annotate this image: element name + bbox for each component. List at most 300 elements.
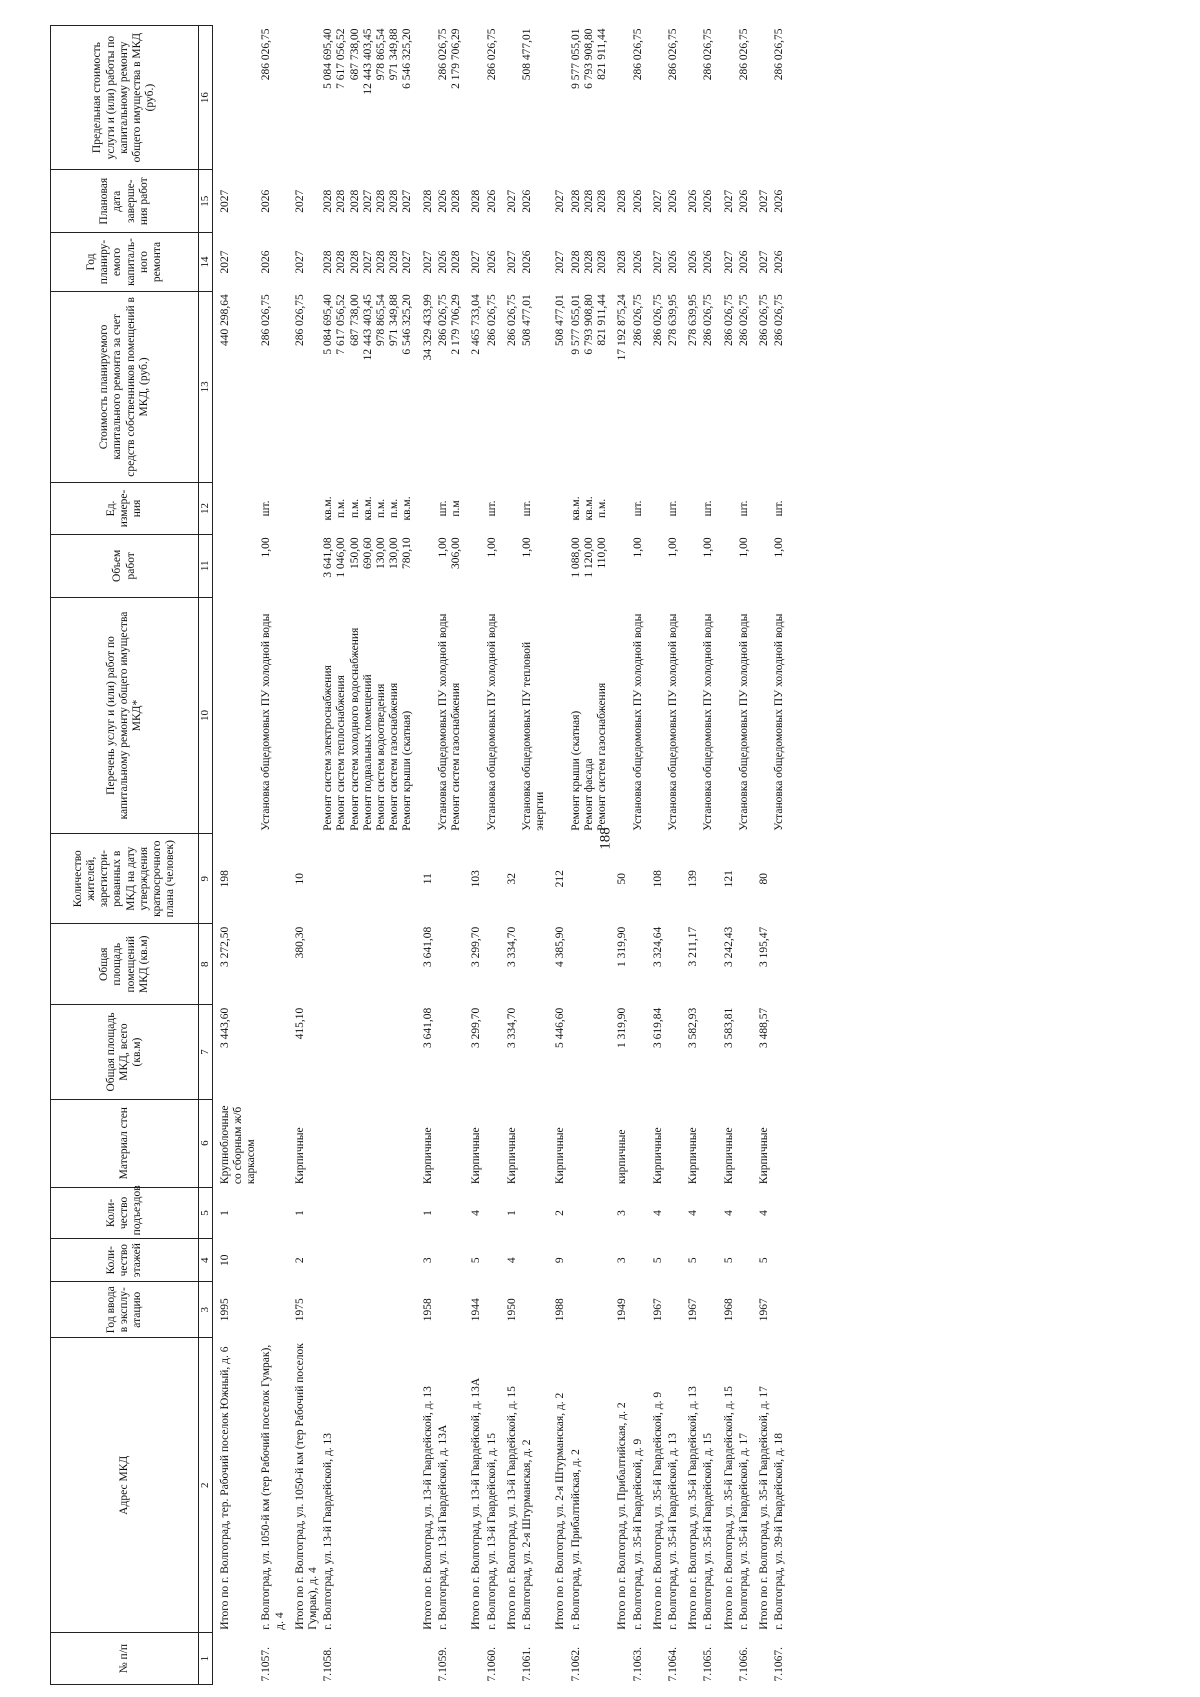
residents-cell: 139 [687,870,700,888]
plan-year: 2026 [260,250,273,274]
plan-year-cell [666,233,681,292]
floors-cell: 4 [505,1257,518,1264]
total-area-cell: 3 641,08 [421,1007,434,1048]
table-row [288,26,321,1685]
limit-cost [616,29,629,167]
address-cell: г. Волгоград, ул. 2-я Штурманская, д. 2 [521,1439,534,1630]
residents-cell: 11 [421,873,434,885]
volume-cell [485,534,500,597]
volume [219,537,232,594]
wall-material-cell [485,1099,500,1187]
unit-cell [464,483,484,535]
limit-cost-cell [464,26,484,170]
entrances-cell [569,1187,611,1239]
residents-cell: 103 [470,870,483,888]
floors-cell: 2 [293,1257,306,1264]
work-item-cell [701,597,716,833]
table-row [321,26,416,1685]
table-row [701,26,716,1685]
end-date: 2027 [722,189,735,213]
limit-cost: 286 026,75 [631,28,644,81]
residents-cell: 50 [616,872,629,885]
cost: 6 546 325,20 [401,294,414,355]
work-item [422,600,435,830]
plan-year: 2028 [375,250,388,274]
work-item-cell [717,597,737,833]
column-number: 15 [199,170,213,233]
work-item [758,600,771,830]
unit [470,486,483,532]
cost: 687 738,00 [348,294,361,346]
total-area-cell [772,1005,787,1100]
residents-cell [666,834,681,924]
end-date: 2026 [521,189,534,213]
entrances-cell [737,1187,752,1239]
work-item-cell [259,597,287,833]
cost: 12 443 403,45 [361,294,374,361]
header-column-numbers [199,26,213,1685]
address-cell: г. Волгоград, ул. 35-й Гвардейской, д. 13 [666,1432,679,1630]
floors-cell [737,1239,752,1282]
work-item: Ремонт крыши (скатная) [569,710,582,831]
page-number: 188 [597,827,614,850]
limit-cost: 286 026,75 [260,28,273,81]
cost: 286 026,75 [260,294,273,346]
total-area-cell: 3 582,93 [687,1007,700,1048]
address-cell: Итого по г. Волгоград, ул. 2-я Штурманская, д. 2 [554,1392,567,1630]
volume-cell [259,534,287,597]
unit [616,486,629,532]
unit [554,486,567,532]
cost: 286 026,75 [436,294,449,346]
plan-year-cell [772,233,787,292]
floors-cell: 3 [421,1257,434,1264]
cost: 286 026,75 [293,294,306,346]
limit-cost: 286 026,75 [436,28,449,81]
volume-cell [701,534,716,597]
cost-cell [436,291,464,482]
limit-cost-cell [500,26,520,170]
floors-cell [666,1239,681,1282]
end-date: 2028 [388,189,401,213]
work-item [294,600,307,830]
address-cell: Итого по г. Волгоград, ул. 35-й Гвардейской, д. 15 [722,1386,735,1630]
volume [506,537,519,594]
unit [219,486,232,532]
unit: кв.м. [361,496,374,521]
limit-cost-cell [520,26,548,170]
total-area-cell [701,1005,716,1100]
work-item-cell [485,597,500,833]
work-item-cell [646,597,666,833]
table-row [436,26,464,1685]
work-item: Ремонт систем газоснабжения [388,682,401,831]
residents-cell [321,834,416,924]
work-item-cell [464,597,484,833]
entrances-cell [436,1187,464,1239]
work-item-cell [288,597,321,833]
plan-year-cell [646,233,666,292]
end-date-cell [701,170,716,233]
limit-cost-cell [631,26,646,170]
cost: 971 349,88 [388,294,401,346]
cost-cell [752,291,772,482]
wall-material-cell [321,1099,416,1187]
total-area-cell: 415,10 [293,1007,306,1040]
plan-year: 2028 [388,250,401,274]
entrances-cell: 1 [293,1210,306,1216]
residents-cell [631,834,646,924]
plan-year-cell [569,233,611,292]
cost: 34 329 433,99 [421,294,434,361]
rooms-area-cell: 3 195,47 [758,926,771,967]
end-date-cell [500,170,520,233]
row-number-cell [416,1633,436,1685]
floors-cell [259,1239,287,1282]
unit-cell [681,483,701,535]
end-date: 2028 [616,189,629,213]
total-area-cell: 3 488,57 [758,1007,771,1048]
end-date: 2027 [758,189,771,213]
volume: 1,00 [666,537,679,558]
plan-year: 2026 [631,250,644,274]
work-item: Ремонт систем электроснабжения [322,665,335,831]
work-item: Установка общедомовых ПУ холодной воды [702,613,715,831]
work-item [554,600,567,830]
cost: 286 026,75 [737,294,750,346]
work-item: Ремонт фасада [582,758,595,831]
header-end-date: Плановая дата заверше-ния работ [51,170,199,233]
commission-year-cell: 1995 [218,1298,231,1322]
total-area-cell: 3 583,81 [722,1007,735,1048]
table-row [212,26,259,1685]
commission-year-cell: 1967 [651,1298,664,1322]
address-cell: Итого по г. Волгоград, ул. 13-й Гвардейской, д. 13А [470,1377,483,1630]
commission-year-cell [569,1282,611,1338]
end-date: 2027 [218,189,231,213]
row-number-cell: 7.1064. [666,1647,679,1682]
cost-cell [259,291,287,482]
limit-cost [758,29,771,167]
floors-cell: 5 [758,1257,771,1264]
table-row [485,26,500,1685]
table-body [212,26,787,1685]
unit-cell [321,483,416,535]
plan-year-cell [416,233,436,292]
total-area-cell: 3 334,70 [505,1007,518,1048]
plan-year: 2028 [450,250,463,274]
volume [652,537,665,594]
unit [723,486,736,532]
end-date: 2026 [687,189,700,213]
cost: 286 026,75 [631,294,644,346]
column-number: 5 [199,1187,213,1239]
limit-cost-cell [681,26,701,170]
end-date: 2028 [322,189,335,213]
volume: 1,00 [436,537,449,558]
limit-cost: 286 026,75 [485,28,498,81]
cost: 286 026,75 [485,294,498,346]
work-item [652,600,665,830]
column-number: 14 [199,233,213,292]
plan-year: 2026 [666,250,679,274]
rooms-area-cell [666,924,681,1005]
cost: 278 639,95 [687,294,700,346]
wall-material-cell: кирпичные [616,1129,629,1185]
unit: п.м [450,500,463,517]
work-item-cell [610,597,630,833]
table-row [500,26,520,1685]
work-item-cell [569,597,611,833]
plan-year-cell [485,233,500,292]
plan-year-cell [321,233,416,292]
entrances-cell [772,1187,787,1239]
work-item-cell [737,597,752,833]
address-cell: Итого по г. Волгоград, ул. 35-й Гвардейской, д. 17 [758,1386,771,1630]
limit-cost: 971 349,88 [388,28,401,81]
cost-cell [666,291,681,482]
table-row [464,26,484,1685]
row-number-cell [610,1633,630,1685]
entrances-cell [321,1187,416,1239]
rooms-area-cell [436,924,464,1005]
volume-cell [548,534,568,597]
cost: 286 026,75 [702,294,715,346]
cost: 286 026,75 [722,294,735,346]
limit-cost-cell [752,26,772,170]
limit-cost [687,29,700,167]
residents-cell [701,834,716,924]
column-number: 11 [199,534,213,597]
end-date-cell [259,170,287,233]
rooms-area-cell [631,924,646,1005]
end-date-cell [288,170,321,233]
commission-year-cell [520,1282,548,1338]
plan-year: 2028 [348,250,361,274]
entrances-cell: 1 [505,1210,518,1216]
total-area-cell [666,1005,681,1100]
end-date: 2027 [401,189,414,213]
floors-cell [321,1239,416,1282]
limit-cost-cell [610,26,630,170]
limit-cost-cell [485,26,500,170]
header-limit-cost: Предельная стоимость услуги и (или) работы по капитальному ремонту общего имущества в МКД (руб.) [51,26,199,170]
plan-year: 2027 [293,250,306,274]
work-item-cell [212,597,259,833]
limit-cost: 286 026,75 [666,28,679,81]
volume: 306,00 [450,537,463,569]
total-area-cell [520,1005,548,1100]
limit-cost-cell [259,26,287,170]
unit [758,486,771,532]
work-item-cell [500,597,520,833]
unit: кв.м. [569,496,582,521]
rooms-area-cell [701,924,716,1005]
cost-cell [631,291,646,482]
address-cell: Итого по г. Волгоград, ул. 13-й Гвардейской, д. 15 [505,1386,518,1630]
volume-cell [772,534,787,597]
entrances-cell: 2 [554,1210,567,1216]
volume: 1 046,00 [335,537,348,578]
cost: 6 793 908,80 [582,294,595,355]
address-cell: г. Волгоград, ул. 35-й Гвардейской, д. 15 [702,1432,715,1630]
end-date-cell [666,170,681,233]
unit-cell [569,483,611,535]
rooms-area-cell: 3 334,70 [505,926,518,967]
volume-cell [212,534,259,597]
rooms-area-cell: 3 211,17 [687,926,700,967]
header-plan-year: Год планиру-емого капиталь-ного ремонта [51,233,199,292]
end-date-cell [520,170,548,233]
wall-material-cell [701,1099,716,1187]
plan-year: 2026 [687,250,700,274]
volume: 690,60 [361,537,374,569]
table-row [681,26,701,1685]
cost: 286 026,75 [505,294,518,346]
residents-cell: 121 [722,870,735,888]
entrances-cell [520,1187,548,1239]
entrances-cell: 1 [218,1210,231,1216]
cost-cell [288,291,321,482]
end-date: 2028 [335,189,348,213]
end-date: 2027 [651,189,664,213]
row-number-cell: 7.1060. [485,1647,498,1682]
rooms-area-cell: 380,30 [293,926,306,959]
limit-cost-cell [212,26,259,170]
wall-material-cell [520,1099,548,1187]
row-number-cell [500,1633,520,1685]
work-item: Ремонт крыши (скатная) [401,710,414,831]
limit-cost [219,29,232,167]
limit-cost-cell [701,26,716,170]
floors-cell [631,1239,646,1282]
plan-year: 2026 [702,250,715,274]
limit-cost: 978 865,54 [375,28,388,81]
unit: кв.м. [582,496,595,521]
volume: 1,00 [631,537,644,558]
rooms-area-cell [772,924,787,1005]
commission-year-cell [631,1282,646,1338]
residents-cell: 80 [758,872,771,885]
work-item: Ремонт систем теплоснабжения [335,675,348,831]
volume: 150,00 [348,537,361,569]
unit-cell [772,483,787,535]
end-date-cell [416,170,436,233]
header-cost: Стоимость планируемого капитального ремонта за счет средств собственников помещений в МКД, (руб.) [51,291,199,482]
row-number-cell [752,1633,772,1685]
column-number: 3 [199,1282,213,1338]
residents-cell [737,834,752,924]
volume-cell [569,534,611,597]
entrances-cell: 4 [470,1210,483,1216]
end-date-cell [717,170,737,233]
end-date-cell [752,170,772,233]
floors-cell: 5 [651,1257,664,1264]
work-item [470,600,483,830]
header-wall-material: Материал стен [51,1099,199,1187]
plan-year-cell [752,233,772,292]
commission-year-cell: 1968 [722,1298,735,1322]
wall-material-cell: Крупноблочные со сборным ж/б каркасом [218,1105,258,1185]
unit: шт. [666,500,679,517]
limit-cost: 286 026,75 [737,28,750,81]
plan-year: 2028 [582,250,595,274]
wall-material-cell: Кирпичные [505,1127,518,1185]
table-row [772,26,787,1685]
volume: 130,00 [388,537,401,569]
entrances-cell: 4 [758,1210,771,1216]
volume [616,537,629,594]
row-number-cell: 7.1062. [569,1647,582,1682]
floors-cell [520,1239,548,1282]
work-item: Установка общедомовых ПУ холодной воды [631,613,644,831]
commission-year-cell: 1975 [293,1298,306,1322]
entrances-cell [701,1187,716,1239]
unit: шт. [436,500,449,517]
volume-cell [681,534,701,597]
wall-material-cell: Кирпичные [651,1127,664,1185]
address-cell: Итого по г. Волгоград, ул. 1050-й км (тер Рабочий поселок Гумрак), д. 4 [293,1343,319,1630]
address-cell: Итого по г. Волгоград, ул. 35-й Гвардейской, д. 13 [687,1386,700,1630]
wall-material-cell: Кирпичные [722,1127,735,1185]
end-date: 2026 [737,189,750,213]
wall-material-cell: Кирпичные [554,1127,567,1185]
cost: 17 192 875,24 [616,294,629,361]
limit-cost: 286 026,75 [773,28,786,81]
header-entrances: Коли-чество подъездов [51,1187,199,1239]
rooms-area-cell: 1 319,90 [616,926,629,967]
cost: 978 865,54 [375,294,388,346]
cost: 278 639,95 [666,294,679,346]
rooms-area-cell [737,924,752,1005]
rooms-area-cell [321,924,416,1005]
residents-cell [485,834,500,924]
address-cell: г. Волгоград, ул. 13-й Гвардейской, д. 13 [322,1432,335,1630]
end-date: 2027 [505,189,518,213]
floors-cell: 5 [470,1257,483,1264]
work-item: Установка общедомовых ПУ холодной воды [485,613,498,831]
header-address: Адрес МКД [51,1338,199,1633]
floors-cell [701,1239,716,1282]
end-date: 2028 [421,189,434,213]
work-item: Ремонт подвальных помещений [361,674,374,831]
row-number-cell: 7.1063. [631,1647,644,1682]
unit: п.м. [375,498,388,519]
volume: 1,00 [702,537,715,558]
floors-cell: 3 [616,1257,629,1264]
end-date-cell [610,170,630,233]
commission-year-cell [436,1282,464,1338]
limit-cost: 6 793 908,80 [582,28,595,89]
cost-cell [737,291,752,482]
unit: п.м. [348,498,361,519]
volume-cell [737,534,752,597]
floors-cell: 5 [687,1257,700,1264]
total-area-cell [631,1005,646,1100]
column-number: 13 [199,291,213,482]
cost: 7 617 056,52 [335,294,348,355]
column-number: 1 [199,1633,213,1685]
column-number: 4 [199,1239,213,1282]
unit: кв.м. [322,496,335,521]
table-row [416,26,436,1685]
plan-year-cell [288,233,321,292]
header-works: Перечень услуг и (или) работ по капитальному ремонту общего имущества МКД* [51,597,199,833]
cost: 5 084 695,40 [322,294,335,355]
work-item: Установка общедомовых ПУ холодной воды [737,613,750,831]
volume-cell [610,534,630,597]
unit-cell [288,483,321,535]
